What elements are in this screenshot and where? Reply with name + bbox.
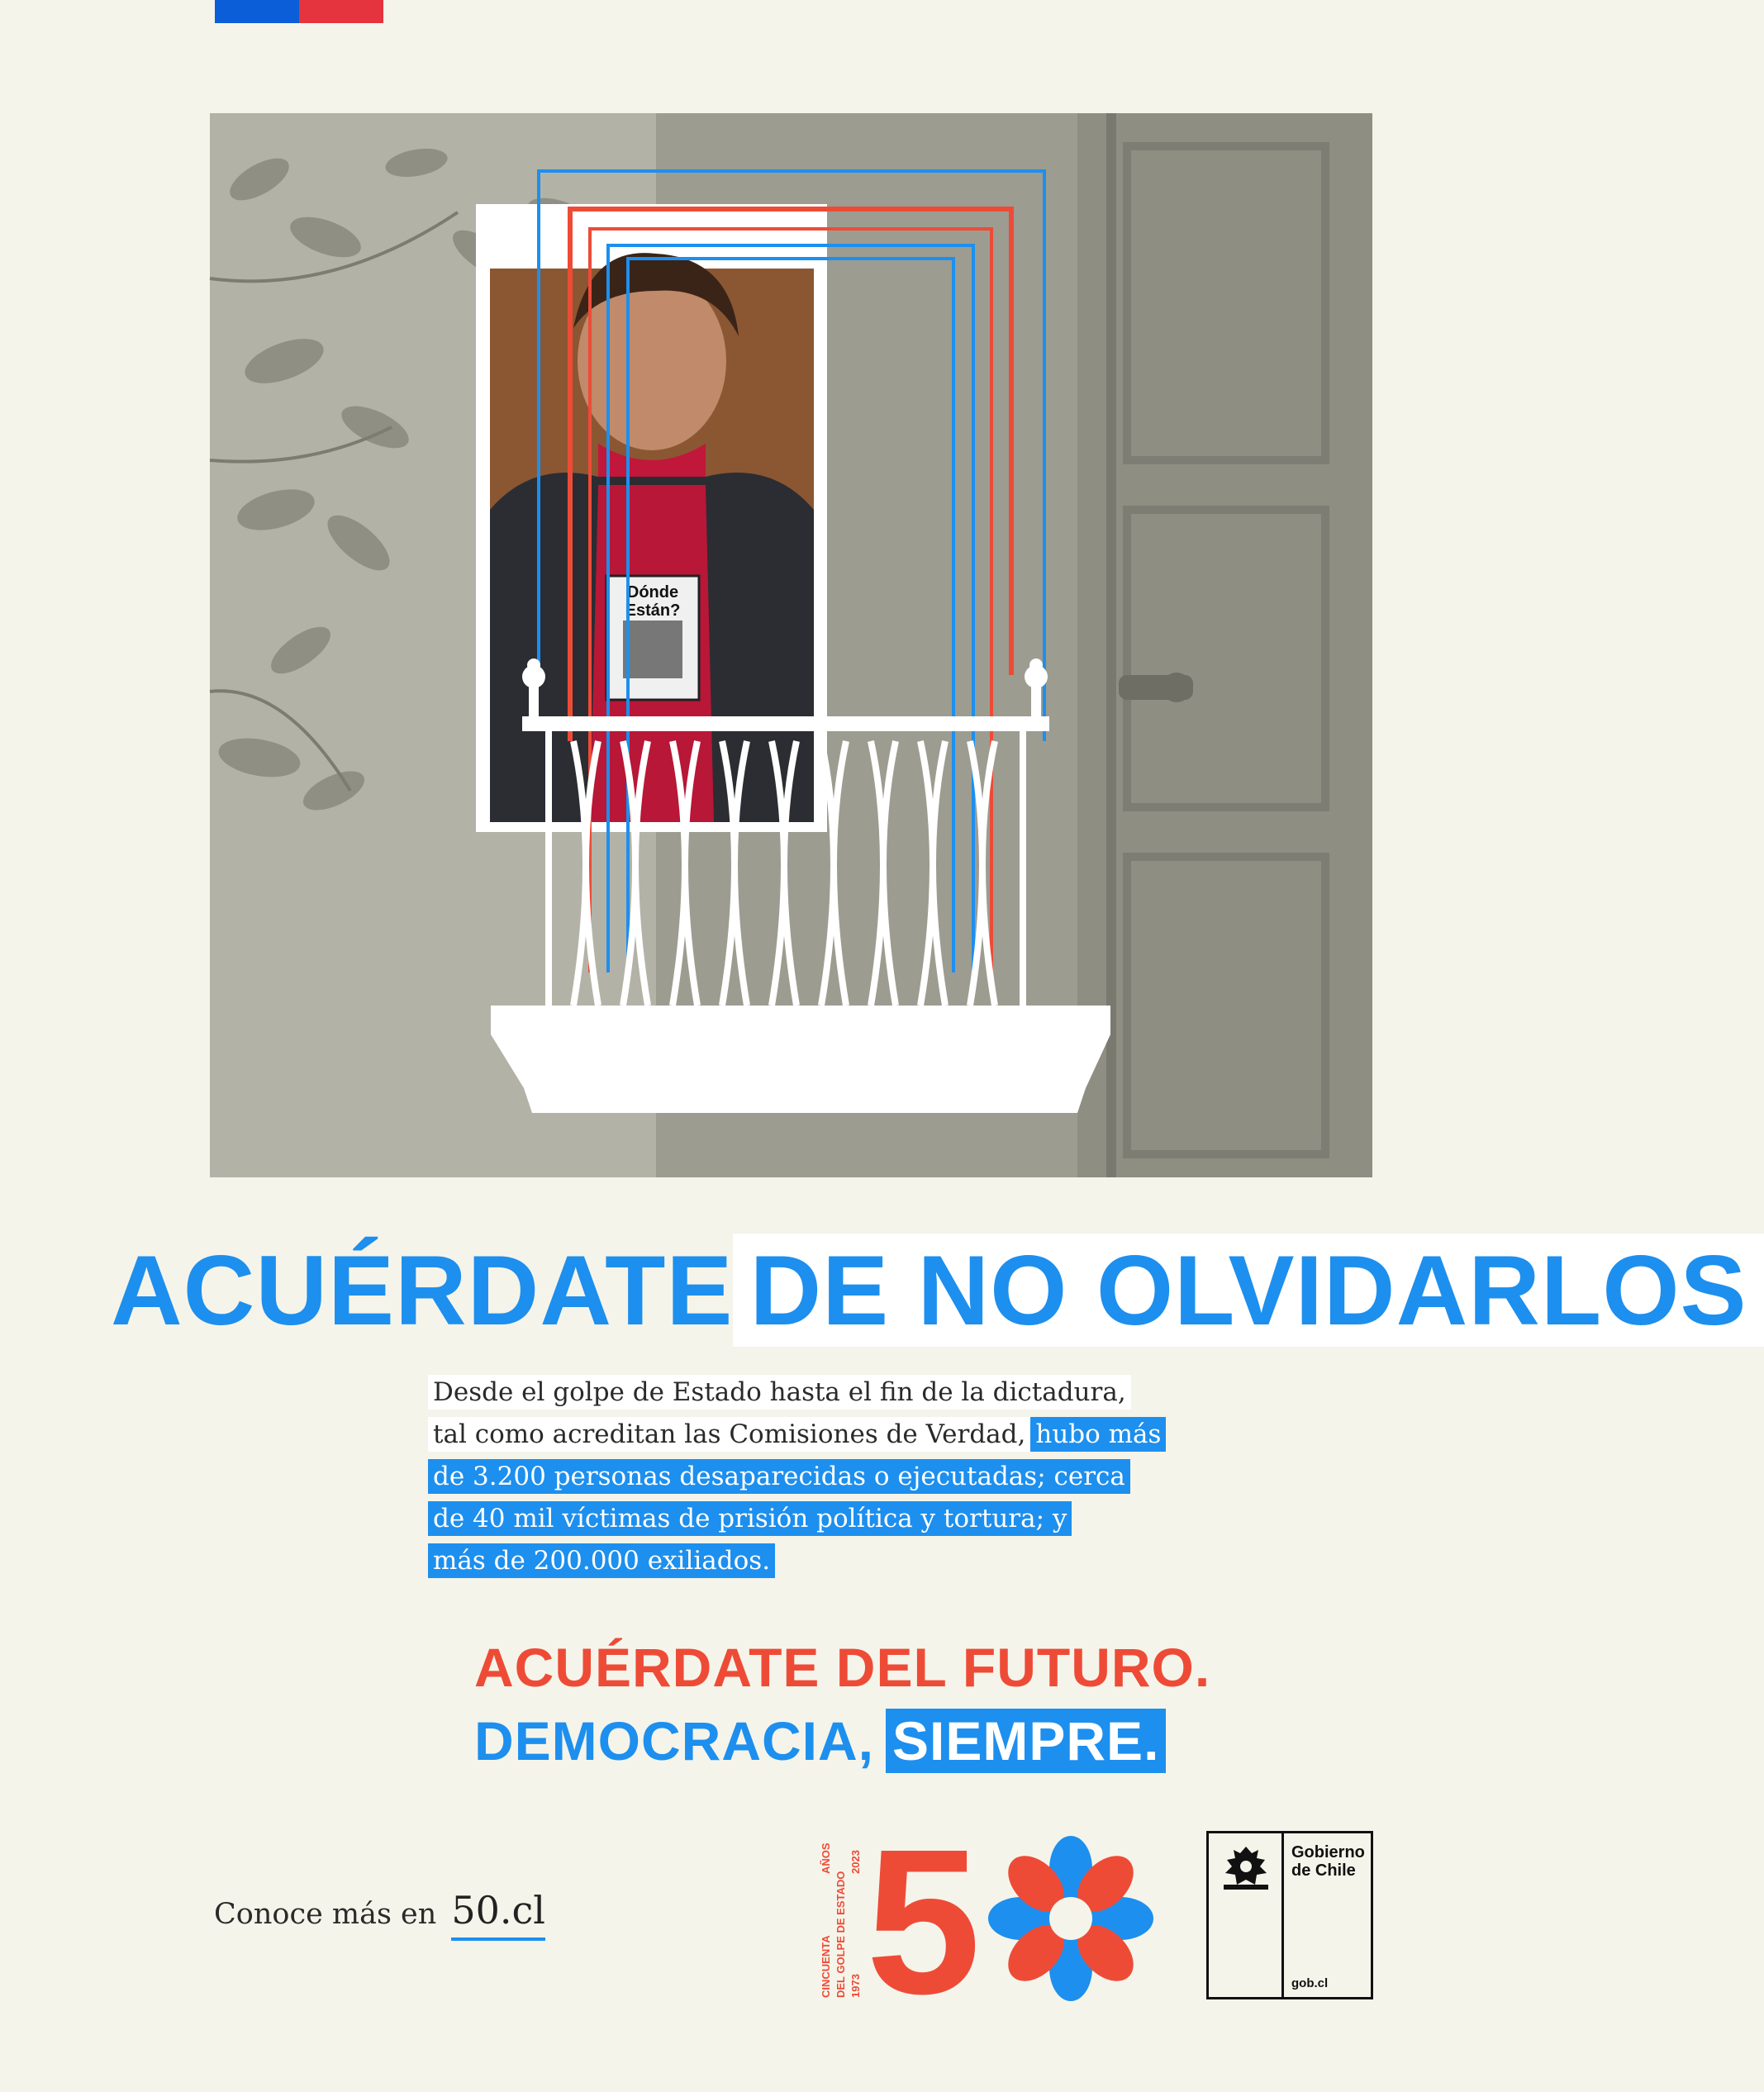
balcony-photo [210,113,1372,1177]
sign-text-1: Dónde [626,583,679,601]
body-line-4: de 40 mil víctimas de prisión política y tortura; y [428,1501,1072,1536]
flag-blue-segment [215,0,299,23]
body-line-2-highlight: hubo más [1030,1417,1166,1452]
flag-red-segment [299,0,383,23]
logo-50-anos [808,1806,1148,2037]
tagline-line-2-plain: DEMOCRACIA, [474,1710,874,1771]
logo-text-1973: 1973 [849,1974,862,1998]
logo-text-2023: 2023 [849,1850,862,1874]
body-line-3: de 3.200 personas desaparecidas o ejecutadas; cerca [428,1459,1130,1494]
conoce-text: Conoce más en [214,1898,437,1931]
gobierno-url[interactable]: gob.cl [1291,1976,1329,1990]
body-text [428,1372,1162,1582]
chile-coat-of-arms-icon [1219,1843,1273,1893]
tagline-line-2-highlight: SIEMPRE. [886,1709,1166,1773]
gobierno-name-line-1: Gobierno [1291,1843,1365,1861]
headline-part-1: ACUÉRDATE [111,1234,734,1346]
tagline-line-1: ACUÉRDATE DEL FUTURO. [474,1637,1211,1698]
sign-text-2: Están? [625,601,681,620]
headline-part-2: DE NO OLVIDARLOS [733,1234,1763,1347]
headline [111,1234,1764,1347]
flower-icon [988,1836,1153,2001]
logo-number-5: 5 [866,1806,982,2037]
flag-bar [215,0,383,23]
body-line-2-plain: tal como acreditan las Comisiones de Verdad, [428,1417,1030,1452]
gobierno-name [1291,1843,1371,1880]
body-line-1: Desde el golpe de Estado hasta el fin de la dictadura, [428,1375,1131,1410]
logo-text-golpe: DEL GOLPE DE ESTADO [834,1871,847,1998]
footer-conoce [214,1888,545,1941]
site-link[interactable]: 50.cl [451,1888,545,1941]
logo-text-cincuenta: CINCUENTA [820,1935,832,1998]
body-line-5: más de 200.000 exiliados. [428,1543,775,1578]
gobierno-name-line-2: de Chile [1291,1861,1356,1880]
tagline-line-2 [474,1709,1166,1773]
logo-text-anos: AÑOS [820,1842,832,1874]
gobierno-de-chile-logo [1206,1831,1373,1999]
gob-divider [1281,1833,1284,1997]
logo-50-graphic [866,1806,1148,2037]
